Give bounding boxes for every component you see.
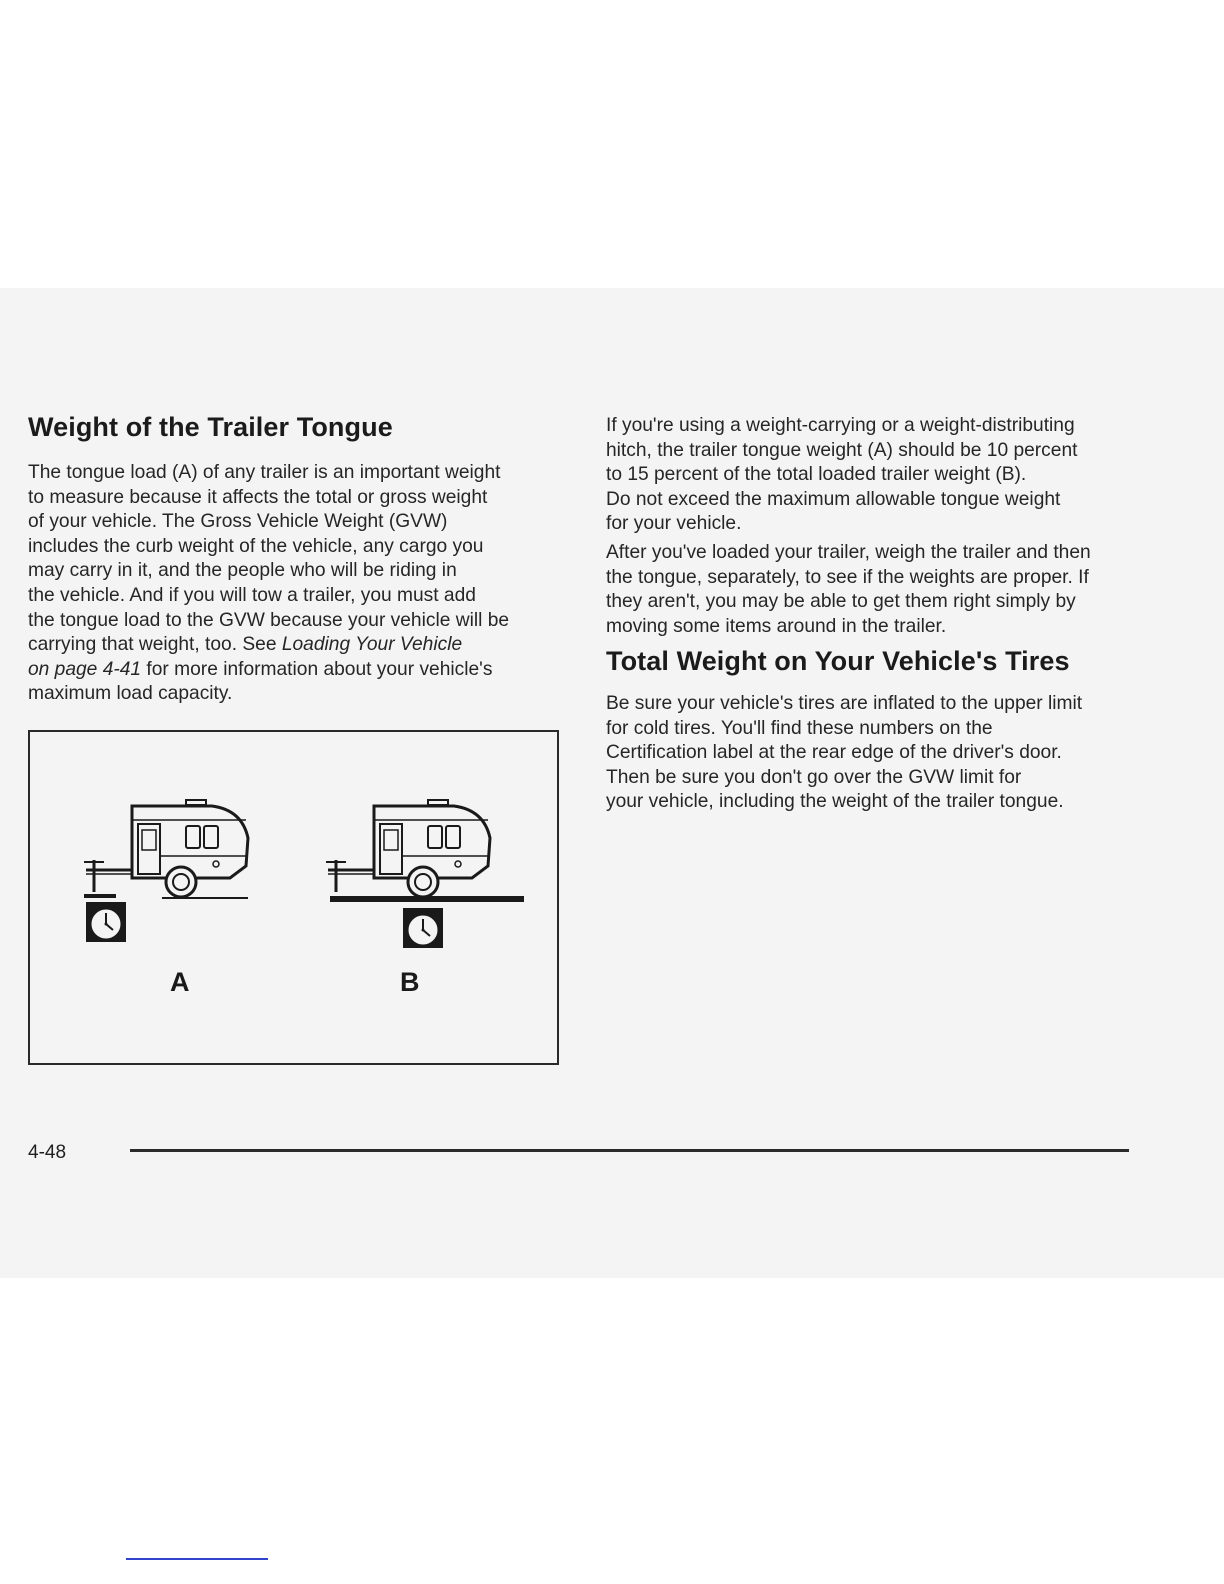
text-line: your vehicle, including the weight of the trailer tongue. — [606, 791, 1064, 813]
section-heading-trailer-tongue: Weight of the Trailer Tongue — [28, 412, 393, 442]
trailer-a-icon — [84, 800, 248, 898]
text-line: hitch, the trailer tongue weight (A) should be 10 percent — [606, 439, 1078, 461]
link-underline — [126, 1558, 268, 1560]
text-run: for more information about your vehicle's — [141, 658, 493, 680]
text-line: the tongue, separately, to see if the weights are proper. If — [606, 566, 1089, 588]
cross-reference-link[interactable]: Loading Your Vehicle — [281, 634, 463, 656]
weigh-trailer-paragraph — [606, 541, 1091, 639]
page-number: 4-48 — [28, 1142, 67, 1163]
text-line: for your vehicle. — [606, 513, 742, 535]
text-line: maximum load capacity. — [28, 683, 233, 705]
tongue-load-paragraph — [28, 461, 509, 707]
text-line: the vehicle. And if you will tow a trailer, you must add — [28, 584, 476, 606]
text-line: the tongue load to the GVW because your vehicle will be — [28, 609, 510, 631]
text-line: Be sure your vehicle's tires are inflated to the upper limit — [606, 693, 1083, 714]
text-line — [28, 633, 509, 658]
text-line: After you've loaded your trailer, weigh the trailer and then — [606, 542, 1091, 563]
text-line: includes the curb weight of the vehicle, any cargo you — [28, 535, 484, 557]
scale-a-icon — [86, 902, 126, 942]
text-line: to measure because it affects the total or gross weight — [28, 486, 488, 508]
text-line: Do not exceed the maximum allowable tongue weight — [606, 488, 1061, 510]
figure-label-b: B — [400, 967, 420, 997]
figure-label-a: A — [170, 967, 190, 997]
cross-reference-page[interactable]: on page 4-41 — [28, 658, 142, 680]
text-line: Then be sure you don't go over the GVW limit for — [606, 766, 1022, 788]
trailer-weighing-figure — [28, 730, 559, 1065]
trailer-illustration — [30, 732, 557, 1063]
text-line: Certification label at the rear edge of the driver's door. — [606, 742, 1062, 764]
manual-page — [0, 288, 1224, 1278]
text-line: for cold tires. You'll find these numbers on the — [606, 717, 993, 739]
text-line: If you're using a weight-carrying or a weight-distributing — [606, 415, 1075, 436]
text-line: they aren't, you may be able to get them right simply by — [606, 591, 1076, 613]
text-run: carrying that weight, too. See — [28, 634, 282, 656]
tire-inflation-paragraph — [606, 692, 1082, 815]
text-line: may carry in it, and the people who will be riding in — [28, 560, 457, 582]
text-line — [28, 658, 509, 683]
hitch-weight-paragraph — [606, 414, 1077, 537]
footer-divider — [130, 1149, 1129, 1152]
text-line: of your vehicle. The Gross Vehicle Weight (GVW) — [28, 511, 448, 533]
text-line: to 15 percent of the total loaded trailer weight (B). — [606, 464, 1027, 486]
scale-b-icon — [403, 908, 443, 948]
text-line: moving some items around in the trailer. — [606, 615, 947, 637]
trailer-b-icon — [326, 800, 524, 902]
section-heading-tire-weight: Total Weight on Your Vehicle's Tires — [606, 646, 1070, 676]
text-line: The tongue load (A) of any trailer is an important weight — [28, 462, 501, 483]
